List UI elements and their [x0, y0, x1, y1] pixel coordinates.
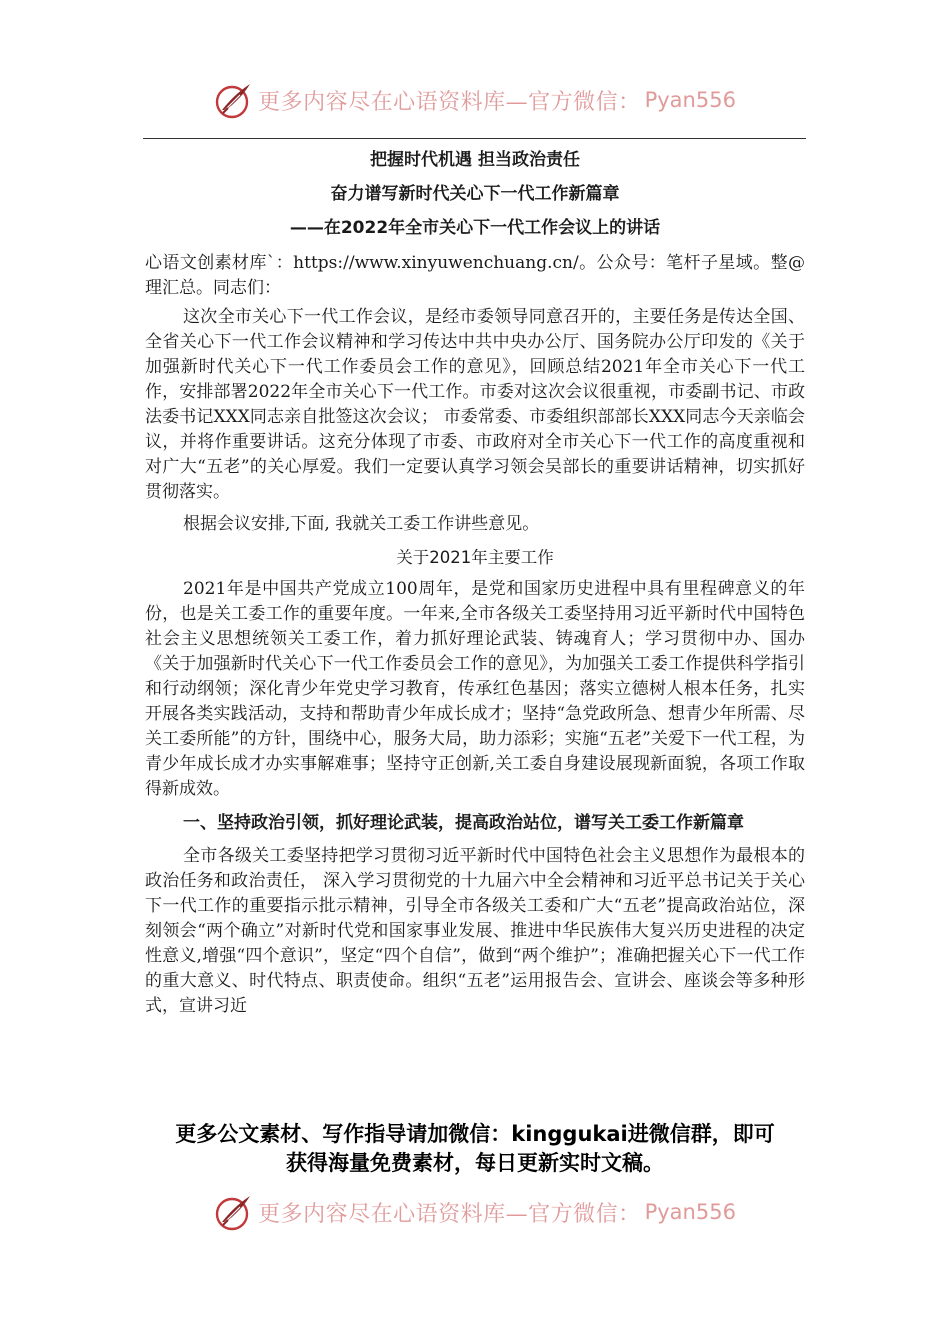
header-divider: [143, 138, 806, 139]
header-banner: [0, 80, 950, 120]
paragraph-intro: 这次全市关心下一代工作会议，是经市委领导同意召开的，主要任务是传达全国、全省关心下一代工作会议精神和学习传达中共中央办公厅、国务院办公厅印发的《关于加强新时代关心下一代工作委员会工作的意见》，回顾总结2021年全市关心下一代工作，安排部署2022年全市关心下一代工作。市委对这次会议很重视，市委副书记、市政法委书记XXX同志亲自批签这次会议； 市委常委、市委组织部部长XXX同志今天亲临会议，并将作重要讲话。这充分体现了市委、市政府对全市关心下一代工作的高度重视和对广大“五老”的关心厚爱。我们一定要认真学习领会吴部长的重要讲话精神，切实抓好贯彻落实。: [145, 307, 805, 502]
banner-wechat-id: Pyan556: [644, 1200, 736, 1224]
paragraph-arrangement: 根据会议安排,下面, 我就关工委工作讲些意见。: [183, 514, 540, 534]
subheading-one: 一、坚持政治引领，抓好理论武装，提高政治站位，谱写关工委工作新篇章: [183, 813, 744, 833]
banner-text: 更多内容尽在心语资料库—官方微信：: [258, 89, 641, 115]
footer-banner: [0, 1192, 950, 1232]
promo-line-1: 更多公文素材、写作指导请加微信：kinggukai进微信群，即可: [175, 1122, 775, 1146]
title-line-1: 把握时代机遇 担当政治责任: [370, 150, 580, 170]
document-body: [145, 143, 805, 1019]
paragraph-political-guidance: 全市各级关工委坚持把学习贯彻习近平新时代中国特色社会主义思想作为最根本的政治任务和政治责任， 深入学习贯彻党的十九届六中全会精神和习近平总书记关于关心下一代工作的重要指示批示精神，引导全市各级关工委和广大“五老”提高政治站位，深刻领会“两个确立”对新时代党和国家事业发展、推进中华民族伟大复兴历史进程的决定性意义,增强“四个意识”，坚定“四个自信”，做到“两个维护”；准确把握关心下一代工作的重大意义、时代特点、职责使命。组织“五老”运用报告会、宣讲会、座谈会等多种形式，宣讲习近: [145, 846, 805, 1016]
promo-line-2: 获得海量免费素材，每日更新实时文稿。: [286, 1151, 664, 1175]
paragraph-2021-review: 2021年是中国共产党成立100周年，是党和国家历史进程中具有里程碑意义的年份，也是关工委工作的重要年度。一年来,全市各级关工委坚持用习近平新时代中国特色社会主义思想统领关工委工作，着力抓好理论武装、铸魂育人；学习贯彻中办、国办《关于加强新时代关心下一代工作委员会工作的意见》，为加强关工委工作提供科学指引和行动纲领；深化青少年党史学习教育，传承红色基因；落实立德树人根本任务，扎实开展各类实践活动，支持和帮助青少年成长成才；坚持“急党政所急、想青少年所需、尽关工委所能”的方针，围绕中心，服务大局，助力添彩；实施“五老”关爱下一代工程，为青少年成长成才办实事解难事；坚持守正创新,关工委自身建设展现新面貌，各项工作取得新成效。: [145, 579, 805, 799]
quill-pen-logo-icon: [214, 80, 254, 120]
source-line: 心语文创素材库`：https://www.xinyuwenchuang.cn/。公众号：笔杆子星域。整@理汇总。同志们：: [145, 253, 805, 298]
banner-text: 更多内容尽在心语资料库—官方微信：: [258, 1201, 641, 1227]
banner-wechat-id: Pyan556: [644, 88, 736, 112]
title-line-3: ——在2022年全市关心下一代工作会议上的讲话: [289, 218, 661, 238]
section-heading: 关于2021年主要工作: [396, 548, 554, 567]
promo-notice: [0, 1120, 950, 1178]
quill-pen-logo-icon: [214, 1192, 254, 1232]
title-line-2: 奋力谱写新时代关心下一代工作新篇章: [330, 184, 620, 204]
